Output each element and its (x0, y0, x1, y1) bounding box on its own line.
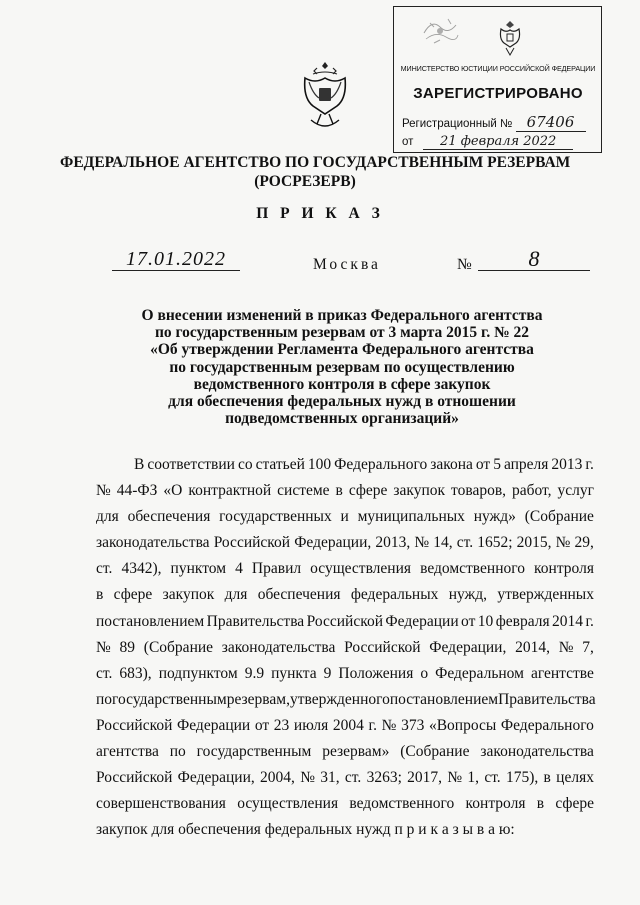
body-word: государственным (112, 690, 227, 708)
body-word: Федерального (500, 716, 594, 734)
body-line (96, 765, 594, 791)
body-word: Федерального (334, 456, 428, 473)
body-word: 23 (273, 716, 290, 734)
body-word: в (536, 795, 545, 813)
body-word: 3263; (366, 769, 402, 787)
stamp-reg-number: 67406 (516, 113, 586, 132)
subject-line: О внесении изменений в приказ Федерального агентства (141, 307, 543, 324)
body-word: 14, (433, 534, 453, 552)
agency-name-line: ФЕДЕРАЛЬНОЕ АГЕНТСТВО ПО ГОСУДАРСТВЕННЫМ РЕЗЕРВАМ (60, 154, 571, 171)
subject-line: ведомственного контроля в сфере закупок (193, 375, 491, 393)
order-subject (100, 307, 584, 427)
body-word: Российской (96, 769, 173, 787)
body-line (96, 817, 594, 843)
body-word: 4342), (121, 560, 162, 578)
body-word: о (420, 664, 429, 682)
body-word: Федерации (177, 716, 251, 734)
body-word: Положения (338, 664, 414, 682)
body-line (96, 687, 594, 713)
body-word: 89 (119, 638, 136, 656)
body-line (96, 582, 594, 608)
stamp-date-prefix: от (402, 136, 414, 148)
body-word: резервам, (226, 690, 290, 708)
body-word: Федерации, (177, 769, 255, 787)
body-word: утвержденных (497, 586, 594, 604)
body-word: закона (430, 456, 473, 473)
body-word: 2013 (551, 456, 583, 473)
body-word: сфере (348, 482, 388, 500)
body-word: пункта (271, 664, 317, 682)
body-word: июля (293, 716, 329, 734)
body-line (96, 452, 594, 478)
body-line (96, 713, 594, 739)
body-word: законодательства (480, 743, 594, 761)
body-word: нужд, (448, 586, 488, 604)
body-word: ст. (96, 664, 113, 682)
body-word: услуг (557, 482, 594, 500)
body-word: осуществления (237, 795, 339, 813)
body-line (96, 791, 594, 817)
subject-line: по государственным резервам по осуществлению (169, 358, 515, 376)
body-word: 100 (307, 456, 332, 473)
body-word: товаров, (451, 482, 507, 500)
body-word: «О (163, 482, 183, 500)
body-word: ст. (484, 769, 501, 787)
stamp-date-value: 21 февраля 2022 (423, 134, 573, 150)
agency-name (60, 153, 640, 191)
body-word: 2017, (407, 769, 443, 787)
body-word: 2015, (516, 534, 552, 552)
body-word: 7, (582, 638, 594, 656)
body-word: 29, (574, 534, 594, 552)
body-word: апреля (503, 456, 549, 473)
body-word: Российской (306, 612, 383, 630)
body-word: Российской (344, 638, 421, 656)
body-word: в (96, 586, 104, 604)
order-body (96, 452, 594, 843)
body-word: 1652; (477, 534, 513, 552)
body-word: сфере (113, 586, 153, 604)
body-word: Правительства (206, 612, 305, 630)
body-word: контроля (465, 795, 526, 813)
order-number: 8 (478, 246, 590, 271)
subject-line: «Об утверждении Регламента Федерального агентства (150, 341, 534, 359)
body-word: Правительства (498, 690, 596, 708)
body-word: 175), (505, 769, 539, 787)
body-word: № (300, 769, 315, 787)
body-word: 2014, (515, 638, 550, 656)
body-word: закупок (393, 482, 446, 500)
body-word: агентстве (530, 664, 594, 682)
body-word: для (96, 508, 119, 526)
body-word: 2013, (375, 534, 411, 552)
body-word: утвержденного (289, 690, 390, 708)
body-word: контрактной (188, 482, 272, 500)
stamp-ministry: МИНИСТЕРСТВО ЮСТИЦИИ РОССИЙСКОЙ ФЕДЕРАЦИИ (400, 64, 596, 73)
body-word: 2004 (332, 716, 364, 734)
body-word: по (169, 743, 186, 761)
body-word: февраля (495, 612, 550, 630)
body-line (96, 530, 594, 556)
body-word: № (447, 769, 463, 787)
order-number-label: № (457, 256, 472, 273)
body-word: нужд» (473, 508, 516, 526)
subject-line: для обеспечения федеральных нужд в отношении (168, 393, 516, 411)
body-word: федеральных (350, 586, 439, 604)
body-word: в (543, 769, 551, 787)
body-line (96, 504, 594, 530)
body-word: 5 (493, 456, 501, 473)
body-word: г. (585, 456, 594, 473)
body-word: 31, (320, 769, 340, 787)
body-word: № (558, 638, 574, 656)
body-word: Российской (96, 716, 173, 734)
body-word: в (335, 482, 343, 500)
body-word: ведомственного (420, 560, 525, 578)
body-word: государственных (219, 508, 332, 526)
order-date: 17.01.2022 (112, 248, 240, 271)
body-word: обеспечения (257, 586, 341, 604)
body-word: № (96, 482, 111, 500)
body-word: сфере (555, 795, 594, 813)
body-word: агентства (96, 743, 159, 761)
body-word: постановлением (96, 612, 205, 630)
body-word: 683), (119, 664, 152, 682)
body-word: Федерации, (429, 638, 507, 656)
body-word: законодательства (221, 638, 336, 656)
body-word: г. (585, 612, 594, 630)
body-word: Федерации (385, 612, 459, 630)
body-word: (Собрание (524, 508, 594, 526)
body-word: г. (368, 716, 378, 734)
body-word: № (381, 716, 397, 734)
body-word: и (340, 508, 349, 526)
body-word: 44-ФЗ (116, 482, 158, 500)
body-word: 2004, (260, 769, 295, 787)
body-word: (Собрание (143, 638, 214, 656)
body-word: № (414, 534, 430, 552)
subject-line: по государственным резервам от 3 марта 2015 г. № 22 (154, 324, 530, 342)
stamp-reg-label: Регистрационный № (402, 118, 513, 130)
body-word: обеспечения (127, 508, 211, 526)
body-word: 9.9 (244, 664, 265, 682)
body-line (96, 609, 594, 635)
body-line (96, 556, 594, 582)
body-word: муниципальных (357, 508, 465, 526)
body-word: (Собрание (400, 743, 470, 761)
body-word: № (555, 534, 571, 552)
stamp-reg-number-line (402, 113, 598, 132)
body-word: подпунктом (158, 664, 238, 682)
body-word: по (96, 690, 113, 708)
body-word: 1, (467, 769, 480, 787)
stamp-emblem-icon (498, 17, 522, 57)
body-word: государственным (196, 743, 312, 761)
body-word: Федеральном (435, 664, 524, 682)
stamp-date-line (402, 134, 598, 150)
body-word: законодательства (96, 534, 210, 552)
body-word: «Вопросы (428, 716, 497, 734)
registration-stamp (393, 6, 602, 153)
agency-short-name: (РОСРЕЗЕРВ) (254, 173, 356, 190)
body-word: ст. (344, 769, 362, 787)
body-word: 373 (401, 716, 425, 734)
body-word: постановлением (389, 690, 499, 708)
body-word: для (224, 586, 248, 604)
body-line (96, 661, 594, 687)
body-word: пунктом (170, 560, 227, 578)
body-word: Российской (213, 534, 291, 552)
body-word: от (461, 612, 476, 630)
body-word: работ, (512, 482, 552, 500)
body-word: закупок (162, 586, 215, 604)
stamp-title: ЗАРЕГИСТРИРОВАНО (413, 85, 583, 102)
body-line-text: закупок для обеспечения федеральных нужд п р и к а з ы в а ю: (96, 821, 515, 839)
doc-type: П Р И К А З (256, 205, 384, 222)
body-word: со (237, 456, 253, 473)
body-word: от (254, 716, 270, 734)
body-word: системе (277, 482, 330, 500)
body-word: Федерации, (294, 534, 372, 552)
city: Москва (313, 256, 381, 273)
body-word: от (475, 456, 491, 473)
body-word: ст. (456, 534, 474, 552)
body-word: осуществления (310, 560, 412, 578)
body-word: 10 (477, 612, 494, 630)
body-word: 9 (323, 664, 332, 682)
body-word: резервам» (322, 743, 390, 761)
body-word: ведомственного (349, 795, 455, 813)
subject-line: подведомственных организаций» (225, 410, 459, 428)
body-word: Правил (251, 560, 302, 578)
body-line (96, 478, 594, 504)
body-line (96, 635, 594, 661)
body-word: соответствии (147, 456, 235, 473)
body-word: контроля (534, 560, 594, 578)
body-line (96, 739, 594, 765)
body-word: № (96, 638, 111, 656)
body-word: 4 (235, 560, 243, 578)
body-word: совершенствования (96, 795, 226, 813)
body-word: 2014 (552, 612, 584, 630)
body-word: В (134, 456, 145, 473)
body-word: целях (556, 769, 594, 787)
coat-of-arms-icon (303, 60, 347, 136)
body-word: ст. (96, 560, 113, 578)
stamp-seal-icon (420, 13, 460, 49)
body-word: статьей (255, 456, 305, 473)
